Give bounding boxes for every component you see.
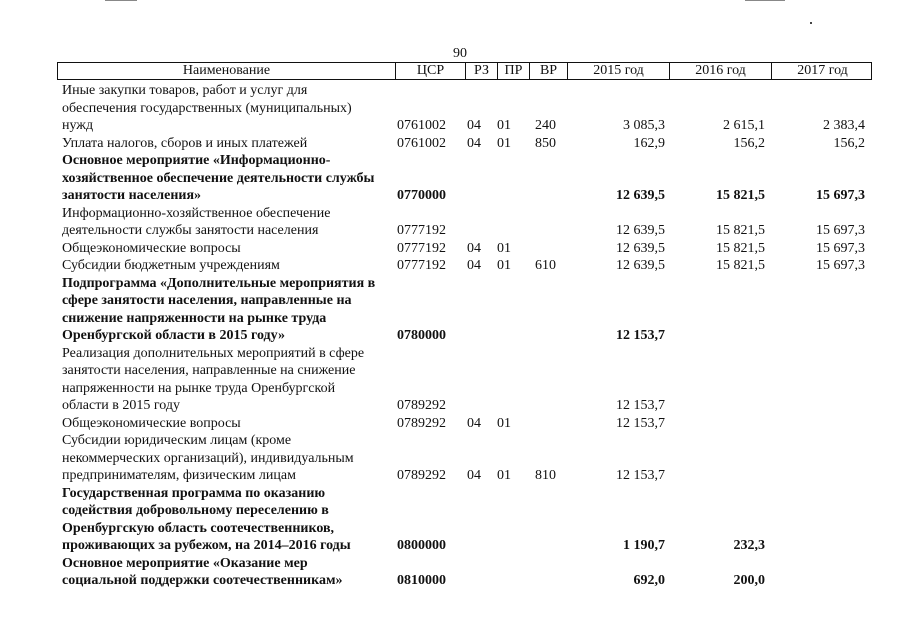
- row-name: Основное мероприятие «Оказание мер социальной поддержки соотечественникам»: [62, 555, 343, 588]
- row-2016: 15 821,5: [716, 188, 765, 203]
- row-name: Основное мероприятие «Информационно-хозяйственное обеспечение деятельности службы занятости населения»: [62, 153, 375, 203]
- row-2015: 692,0: [633, 573, 665, 588]
- row-2015: 12 153,7: [616, 415, 665, 431]
- row-pr: 01: [497, 118, 511, 133]
- row-name: Информационно-хозяйственное обеспечение деятельности службы занятости населения: [62, 205, 331, 238]
- header-2016: 2016 год: [670, 63, 772, 79]
- scan-speck: [810, 22, 812, 24]
- row-2015: 1 190,7: [623, 538, 665, 553]
- row-rz: 04: [467, 468, 481, 483]
- row-csr: 0800000: [397, 538, 446, 553]
- row-2017: 15 697,3: [816, 223, 865, 238]
- row-2017: 15 697,3: [816, 240, 865, 256]
- table-row: [0, 257, 905, 275]
- row-2015: 12 153,7: [616, 328, 665, 343]
- row-pr: 01: [497, 415, 511, 431]
- row-2015: 12 639,5: [616, 188, 665, 203]
- table-row: [0, 555, 905, 590]
- row-csr: 0777192: [397, 240, 446, 256]
- row-2016: 232,3: [733, 538, 765, 553]
- row-name: Общеэкономические вопросы: [62, 240, 241, 256]
- row-vr: 240: [535, 118, 556, 133]
- row-rz: 04: [467, 118, 481, 133]
- header-rz: РЗ: [466, 63, 498, 79]
- row-rz: 04: [467, 258, 481, 273]
- row-name: Подпрограмма «Дополнительные мероприятия в сфере занятости населения, направленные на снижение напряженности на рынке труда Оренбургской области в 2015 году»: [62, 275, 376, 343]
- row-2016: 2 615,1: [723, 118, 765, 133]
- table-row: [0, 205, 905, 240]
- header-name: Наименование: [58, 63, 396, 79]
- scan-edge-left: [105, 0, 137, 1]
- header-2015: 2015 год: [568, 63, 670, 79]
- row-2016: 156,2: [733, 135, 765, 151]
- row-name: Иные закупки товаров, работ и услуг для обеспечения государственных (муниципальных) нужд: [62, 83, 352, 133]
- table-row: [0, 485, 905, 555]
- row-2017: 156,2: [833, 135, 865, 151]
- table-row: [0, 275, 905, 345]
- row-2015: 12 639,5: [616, 240, 665, 256]
- row-2017: 15 697,3: [816, 188, 865, 203]
- table-row: [0, 415, 905, 433]
- row-rz: 04: [467, 240, 481, 256]
- row-csr: 0789292: [397, 468, 446, 483]
- row-csr: 0789292: [397, 415, 446, 431]
- row-name: Общеэкономические вопросы: [62, 415, 241, 431]
- row-2015: 12 153,7: [616, 398, 665, 413]
- row-rz: 04: [467, 415, 481, 431]
- table-row: [0, 432, 905, 485]
- row-csr: 0777192: [397, 223, 446, 238]
- row-2015: 12 639,5: [616, 223, 665, 238]
- row-vr: 610: [535, 258, 556, 273]
- table-row: [0, 345, 905, 415]
- table-row: [0, 135, 905, 153]
- row-2016: 15 821,5: [716, 258, 765, 273]
- header-pr: ПР: [498, 63, 530, 79]
- row-2015: 12 153,7: [616, 468, 665, 483]
- row-name: Уплата налогов, сборов и иных платежей: [62, 135, 308, 151]
- row-2017: 2 383,4: [823, 118, 865, 133]
- row-2016: 200,0: [733, 573, 765, 588]
- header-2017: 2017 год: [797, 63, 848, 78]
- table-header: [57, 62, 872, 80]
- page-number: 90: [453, 46, 467, 61]
- row-vr: 850: [535, 135, 556, 151]
- table-body: [0, 82, 905, 590]
- row-csr: 0810000: [397, 573, 446, 588]
- row-pr: 01: [497, 468, 511, 483]
- row-csr: 0777192: [397, 258, 446, 273]
- row-vr: 810: [535, 468, 556, 483]
- row-name: Государственная программа по оказанию содействия добровольному переселению в Оренбургскую область соотечественников, проживающих за рубежом, на 2014–2016 годы: [62, 485, 351, 553]
- row-csr: 0780000: [397, 328, 446, 343]
- row-2015: 12 639,5: [616, 258, 665, 273]
- row-2016: 15 821,5: [716, 223, 765, 238]
- row-pr: 01: [497, 135, 511, 151]
- row-2017: 15 697,3: [816, 258, 865, 273]
- row-csr: 0761002: [397, 135, 446, 151]
- row-rz: 04: [467, 135, 481, 151]
- row-name: Реализация дополнительных мероприятий в сфере занятости населения, направленные на снижение напряженности на рынке труда Оренбургской области в 2015 году: [62, 345, 365, 413]
- row-name: Субсидии бюджетным учреждениям: [62, 258, 280, 273]
- row-pr: 01: [497, 240, 511, 256]
- table-row: [0, 152, 905, 205]
- row-2016: 15 821,5: [716, 240, 765, 256]
- row-csr: 0770000: [397, 188, 446, 203]
- scan-edge-right: [745, 0, 785, 1]
- row-csr: 0789292: [397, 398, 446, 413]
- row-pr: 01: [497, 258, 511, 273]
- row-2015: 162,9: [633, 135, 665, 151]
- row-name: Субсидии юридическим лицам (кроме некоммерческих организаций), индивидуальным предпринимателям, физическим лицам: [62, 433, 354, 483]
- table-row: [0, 82, 905, 135]
- row-2015: 3 085,3: [623, 118, 665, 133]
- header-vr: ВР: [530, 63, 568, 79]
- table-row: [0, 240, 905, 258]
- row-csr: 0761002: [397, 118, 446, 133]
- header-csr: ЦСР: [396, 63, 466, 79]
